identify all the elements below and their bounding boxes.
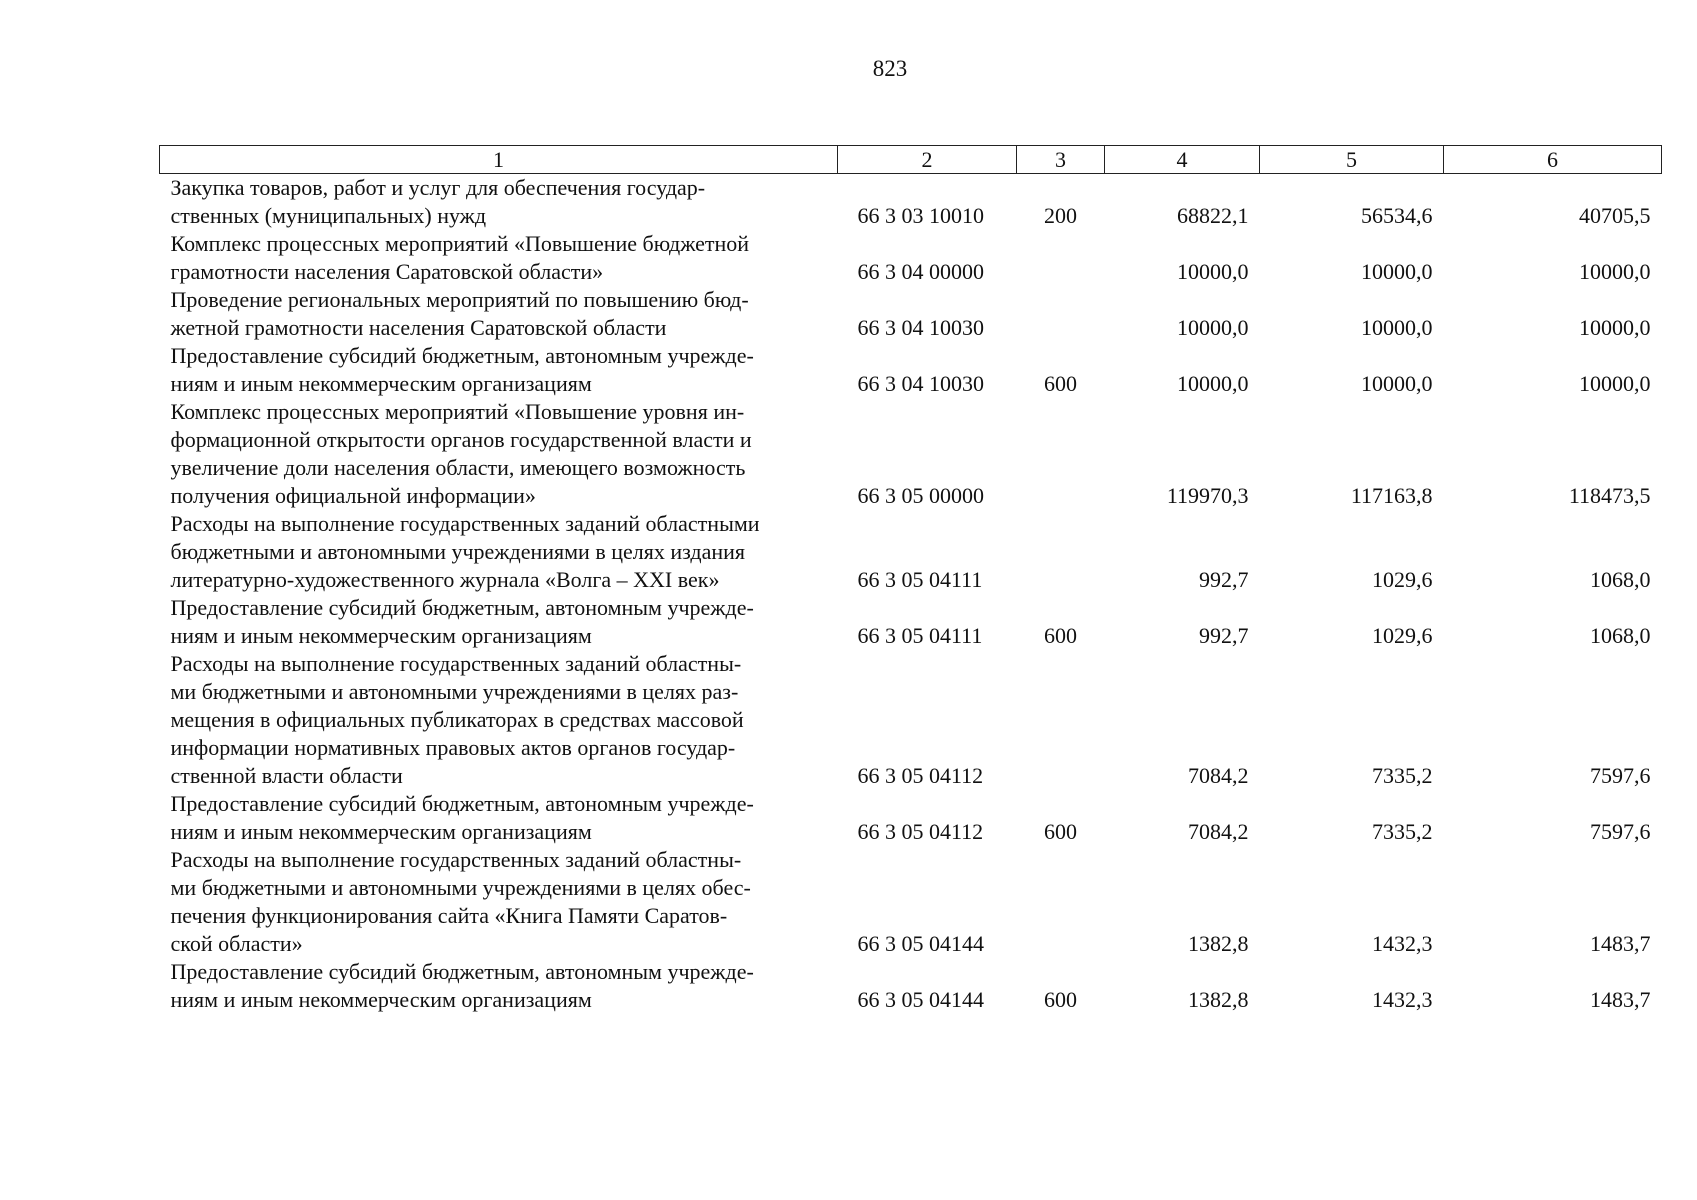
row-value-col4-cell: 10000,0 (1177, 259, 1249, 284)
row-code-cell: 66 3 05 04112 (857, 763, 984, 788)
row-value-col4-cell: 992,7 (1199, 623, 1249, 648)
header-col-3: 3 (1017, 146, 1105, 174)
row-value-col4-cell: 992,7 (1199, 567, 1249, 592)
row-value-col5-cell: 56534,6 (1361, 203, 1433, 228)
header-row (160, 146, 1662, 174)
row-value-col4-cell: 7084,2 (1188, 819, 1249, 844)
row-value-col5-cell: 10000,0 (1361, 371, 1433, 396)
row-code-cell: 66 3 05 04144 (857, 931, 984, 956)
table-row (160, 342, 1662, 398)
table-row (160, 594, 1662, 650)
table-header (160, 146, 1662, 174)
row-name-cell: Расходы на выполнение государственных заданий областны- ми бюджетными и автономными учреждениями в целях раз- мещения в официальных публикаторах в средствах массовой информации нормативных правовых актов органов государ- ственной власти области (170, 651, 744, 788)
row-value-col6-cell: 1068,0 (1590, 623, 1651, 648)
row-value-col4-cell: 1382,8 (1188, 987, 1249, 1012)
header-col-4: 4 (1105, 146, 1260, 174)
row-name-cell: Предоставление субсидий бюджетным, автономным учрежде- ниям и иным некоммерческим организациям (170, 343, 754, 396)
row-name-cell: Комплекс процессных мероприятий «Повышение бюджетной грамотности населения Саратовской области» (170, 231, 750, 284)
row-name-cell: Комплекс процессных мероприятий «Повышение уровня ин- формационной открытости органов государственной власти и увеличение доли населения области, имеющего возможность получения официальной информации» (170, 399, 752, 508)
row-code-cell: 66 3 05 00000 (857, 483, 984, 508)
row-value-col6-cell: 7597,6 (1590, 763, 1651, 788)
header-col-6: 6 (1444, 146, 1662, 174)
row-name-cell: Расходы на выполнение государственных заданий областны- ми бюджетными и автономными учреждениями в целях обес- печения функционирования сайта «Книга Памяти Саратов- ской области» (170, 847, 751, 956)
row-code-cell: 66 3 05 04144 (857, 987, 984, 1012)
row-code-cell: 66 3 05 04111 (857, 567, 983, 592)
row-value-col4-cell: 7084,2 (1188, 763, 1249, 788)
row-name-cell: Проведение региональных мероприятий по повышению бюд- жетной грамотности населения Саратовской области (170, 287, 749, 340)
row-expense-type-cell (1017, 650, 1105, 790)
row-value-col4-cell: 68822,1 (1177, 203, 1249, 228)
row-expense-type-cell (1017, 286, 1105, 342)
table-row (160, 398, 1662, 510)
row-value-col5-cell: 10000,0 (1361, 259, 1433, 284)
table-row (160, 174, 1662, 231)
table-row (160, 846, 1662, 958)
table-row (160, 286, 1662, 342)
row-value-col6-cell: 1483,7 (1590, 931, 1651, 956)
row-code-cell: 66 3 04 00000 (857, 259, 984, 284)
row-value-col5-cell: 1432,3 (1372, 931, 1433, 956)
row-expense-type-cell (1017, 846, 1105, 958)
row-name-cell: Расходы на выполнение государственных заданий областными бюджетными и автономными учреждениями в целях издания литературно-художественного журнала «Волга – XXI век» (170, 511, 760, 592)
row-code-cell: 66 3 05 04111 (857, 623, 983, 648)
row-expense-type-cell: 200 (1044, 203, 1077, 228)
table-row (160, 650, 1662, 790)
row-expense-type-cell: 600 (1044, 371, 1077, 396)
row-expense-type-cell: 600 (1044, 623, 1077, 648)
table-row (160, 790, 1662, 846)
row-value-col6-cell: 10000,0 (1579, 259, 1651, 284)
row-value-col6-cell: 1483,7 (1590, 987, 1651, 1012)
row-name-cell: Закупка товаров, работ и услуг для обеспечения государ- ственных (муниципальных) нужд (170, 175, 706, 228)
row-value-col5-cell: 117163,8 (1350, 483, 1433, 508)
row-expense-type-cell (1017, 230, 1105, 286)
budget-table (159, 145, 1662, 1014)
page-number: 823 (872, 56, 908, 81)
table-row (160, 230, 1662, 286)
row-value-col5-cell: 1029,6 (1372, 567, 1433, 592)
row-value-col4-cell: 119970,3 (1166, 483, 1249, 508)
row-value-col6-cell: 7597,6 (1590, 819, 1651, 844)
row-name-cell: Предоставление субсидий бюджетным, автономным учрежде- ниям и иным некоммерческим организациям (170, 959, 754, 1012)
row-value-col5-cell: 7335,2 (1372, 763, 1433, 788)
row-name-cell: Предоставление субсидий бюджетным, автономным учрежде- ниям и иным некоммерческим организациям (170, 791, 754, 844)
row-code-cell: 66 3 03 10010 (857, 203, 984, 228)
row-expense-type-cell: 600 (1044, 987, 1077, 1012)
row-value-col5-cell: 1029,6 (1372, 623, 1433, 648)
row-value-col5-cell: 7335,2 (1372, 819, 1433, 844)
header-col-2: 2 (838, 146, 1017, 174)
row-expense-type-cell (1017, 398, 1105, 510)
row-code-cell: 66 3 04 10030 (857, 371, 984, 396)
row-value-col4-cell: 10000,0 (1177, 315, 1249, 340)
row-value-col4-cell: 10000,0 (1177, 371, 1249, 396)
table-row (160, 958, 1662, 1014)
row-value-col4-cell: 1382,8 (1188, 931, 1249, 956)
header-col-5: 5 (1260, 146, 1444, 174)
row-expense-type-cell: 600 (1044, 819, 1077, 844)
table-row (160, 510, 1662, 594)
row-expense-type-cell (1017, 510, 1105, 594)
row-code-cell: 66 3 05 04112 (857, 819, 984, 844)
row-value-col6-cell: 118473,5 (1568, 483, 1651, 508)
row-value-col6-cell: 40705,5 (1579, 203, 1651, 228)
table-body (160, 174, 1662, 1015)
header-col-1: 1 (160, 146, 838, 174)
row-value-col6-cell: 1068,0 (1590, 567, 1651, 592)
row-value-col6-cell: 10000,0 (1579, 371, 1651, 396)
row-value-col6-cell: 10000,0 (1579, 315, 1651, 340)
row-code-cell: 66 3 04 10030 (857, 315, 984, 340)
row-name-cell: Предоставление субсидий бюджетным, автономным учрежде- ниям и иным некоммерческим организациям (170, 595, 754, 648)
row-value-col5-cell: 10000,0 (1361, 315, 1433, 340)
row-value-col5-cell: 1432,3 (1372, 987, 1433, 1012)
